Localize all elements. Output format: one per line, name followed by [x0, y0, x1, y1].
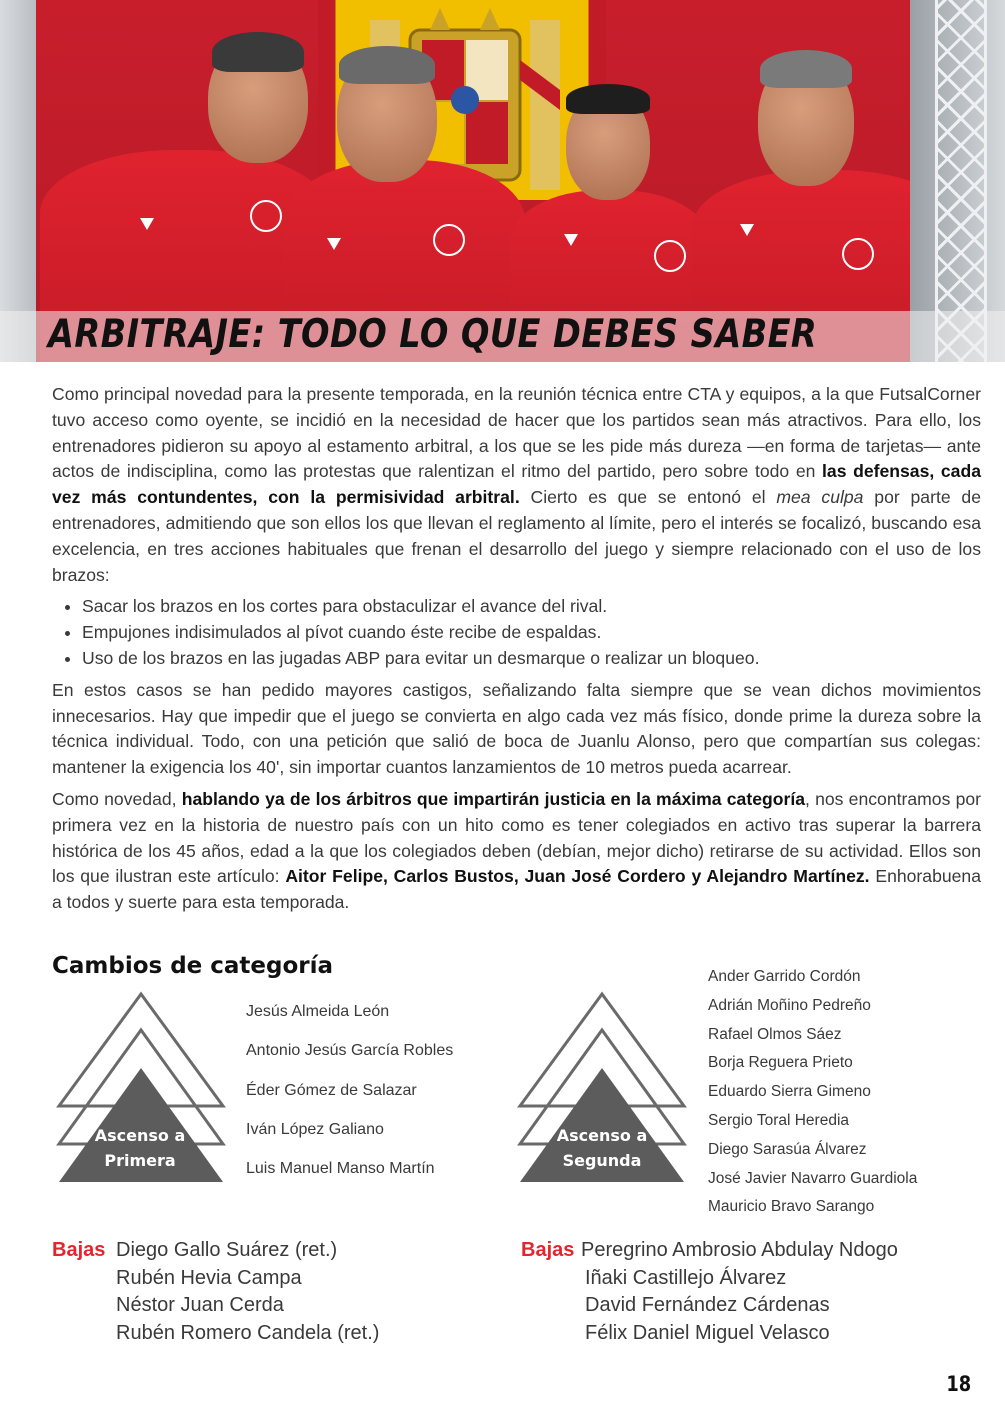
- header-photo: [0, 0, 1005, 362]
- list-item: Mauricio Bravo Sarango: [708, 1198, 875, 1216]
- bajas-label: Bajas: [52, 1239, 106, 1261]
- list-item: Néstor Juan Cerda: [116, 1294, 284, 1317]
- list-item: Peregrino Ambrosio Abdulay Ndogo: [581, 1239, 898, 1261]
- bajas-list: [52, 1237, 492, 1347]
- label-line: Primera: [104, 1151, 176, 1170]
- list-item: • Sacar los brazos en los cortes para obstaculizar el avance del rival.: [82, 594, 981, 620]
- bullet-list: [52, 594, 981, 671]
- text-run: Como principal novedad para la presente temporada, en la reunión técnica entre CTA y equipos, a la que FutsalCorner tuvo acceso como oyente, se incidió en la necesidad de hacer que los partidos sean más atractivos. Para ello, los entrenadores pidieron su apoyo al estamento arbitral, a los que se les pide más dureza —en forma de tarjetas— ante actos de indisciplina, como las protestas que ralentizan el ritmo del partido, pero sobre todo en: [52, 384, 981, 482]
- bajas-left: [52, 1237, 492, 1347]
- list-item: Éder Gómez de Salazar: [246, 1081, 417, 1099]
- list-item: Adrián Moñino Pedreño: [708, 996, 871, 1014]
- bold-run: Aitor Felipe, Carlos Bustos, Juan José Cordero y Alejandro Martínez.: [285, 866, 870, 887]
- bajas-list: [521, 1237, 961, 1347]
- ascenso-primera-label: [75, 1123, 205, 1173]
- bajas-label: Bajas: [521, 1239, 575, 1261]
- list-item: • Uso de los brazos en las jugadas ABP para evitar un desmarque o realizar un bloqueo.: [82, 646, 981, 672]
- list-item: Iñaki Castillejo Álvarez: [585, 1266, 787, 1289]
- paragraph-sanctions: En estos casos se han pedido mayores castigos, señalizando falta siempre que se vean dichos movimientos innecesarios. Hay que impedir que el juego se convierta en algo cada vez más físico, donde prime la dureza sobre la técnica individual. Todo, con una petición que salió de boca de Juanlu Alonso, pero que compartían sus colegas: mantener la exigencia los 40', sin importar cuantos lanzamientos de 10 metros pueda acarrear.: [52, 679, 981, 778]
- text-run: Como novedad,: [52, 788, 182, 809]
- list-item: Iván López Galiano: [246, 1120, 384, 1138]
- background-wall: [0, 0, 36, 362]
- list-item: Ander Garrido Cordón: [708, 968, 861, 985]
- label-line: Segunda: [562, 1151, 642, 1170]
- list-item: Rubén Romero Candela (ret.): [116, 1321, 380, 1344]
- ascenso-primera-list: [246, 1003, 453, 1199]
- list-item: Félix Daniel Miguel Velasco: [585, 1321, 830, 1344]
- list-item: Eduardo Sierra Gimeno: [708, 1083, 871, 1101]
- page-number: 18: [946, 1372, 971, 1396]
- text-run: Enhorabuena a todos y suerte para esta temporada.: [52, 866, 982, 913]
- article-title: ARBITRAJE: TODO LO QUE DEBES SABER: [48, 312, 818, 357]
- list-item: Diego Gallo Suárez (ret.): [116, 1239, 338, 1261]
- list-item: José Javier Navarro Guardiola: [708, 1169, 918, 1187]
- list-item: David Fernández Cárdenas: [585, 1294, 830, 1317]
- list-item: • Empujones indisimulados al pívot cuando éste recibe de espaldas.: [82, 620, 981, 646]
- list-item: Rubén Hevia Campa: [116, 1266, 302, 1289]
- list-item: Borja Reguera Prieto: [708, 1054, 853, 1072]
- metal-truss: [935, 0, 987, 362]
- bold-run: hablando ya de los árbitros que impartirán justicia en la máxima categoría: [181, 788, 806, 809]
- list-item: Sergio Toral Heredia: [708, 1111, 850, 1129]
- list-item: Luis Manuel Manso Martín: [246, 1160, 435, 1178]
- paragraph-intro: [52, 382, 981, 588]
- section-title: Cambios de categoría: [52, 953, 334, 979]
- list-item: Diego Sarasúa Álvarez: [708, 1140, 867, 1158]
- ascenso-segunda-label: [537, 1123, 667, 1173]
- referee-3: [510, 0, 710, 362]
- text-run: por parte de entrenadores, admitiendo que son ellos los que llevan el reglamento al límite, pero el interés se focalizó, buscando esa excelencia, en tres acciones habituales que frenan el desarrollo del juego y siempre relacionado con el uso de los brazos:: [52, 487, 982, 585]
- list-item: Antonio Jesús García Robles: [246, 1042, 454, 1060]
- label-line: Ascenso a: [556, 1126, 648, 1145]
- label-line: Ascenso a: [94, 1126, 186, 1145]
- list-item: Jesús Almeida León: [246, 1003, 390, 1020]
- italic-run: mea culpa: [776, 487, 864, 508]
- text-run: Cierto es que se entonó el: [519, 487, 777, 508]
- referee-2: [285, 0, 525, 362]
- bold-run: las defensas, cada vez más contundentes, con la permisividad arbitral.: [52, 461, 981, 508]
- paragraph-veterans: [52, 787, 981, 916]
- article-body: [52, 382, 981, 922]
- list-item: Rafael Olmos Sáez: [708, 1025, 842, 1043]
- ascenso-segunda-list: [708, 968, 917, 1227]
- text-run: , nos encontramos por primera vez en la historia de nuestro país con un hito como es tener colegiados en activo tras superar la barrera histórica de los 45 años, edad a la que los colegiados deben (debían, mejor dicho) retirarse de su actividad. Ellos son los que ilustran este artículo:: [52, 788, 981, 887]
- bajas-right: [521, 1237, 961, 1347]
